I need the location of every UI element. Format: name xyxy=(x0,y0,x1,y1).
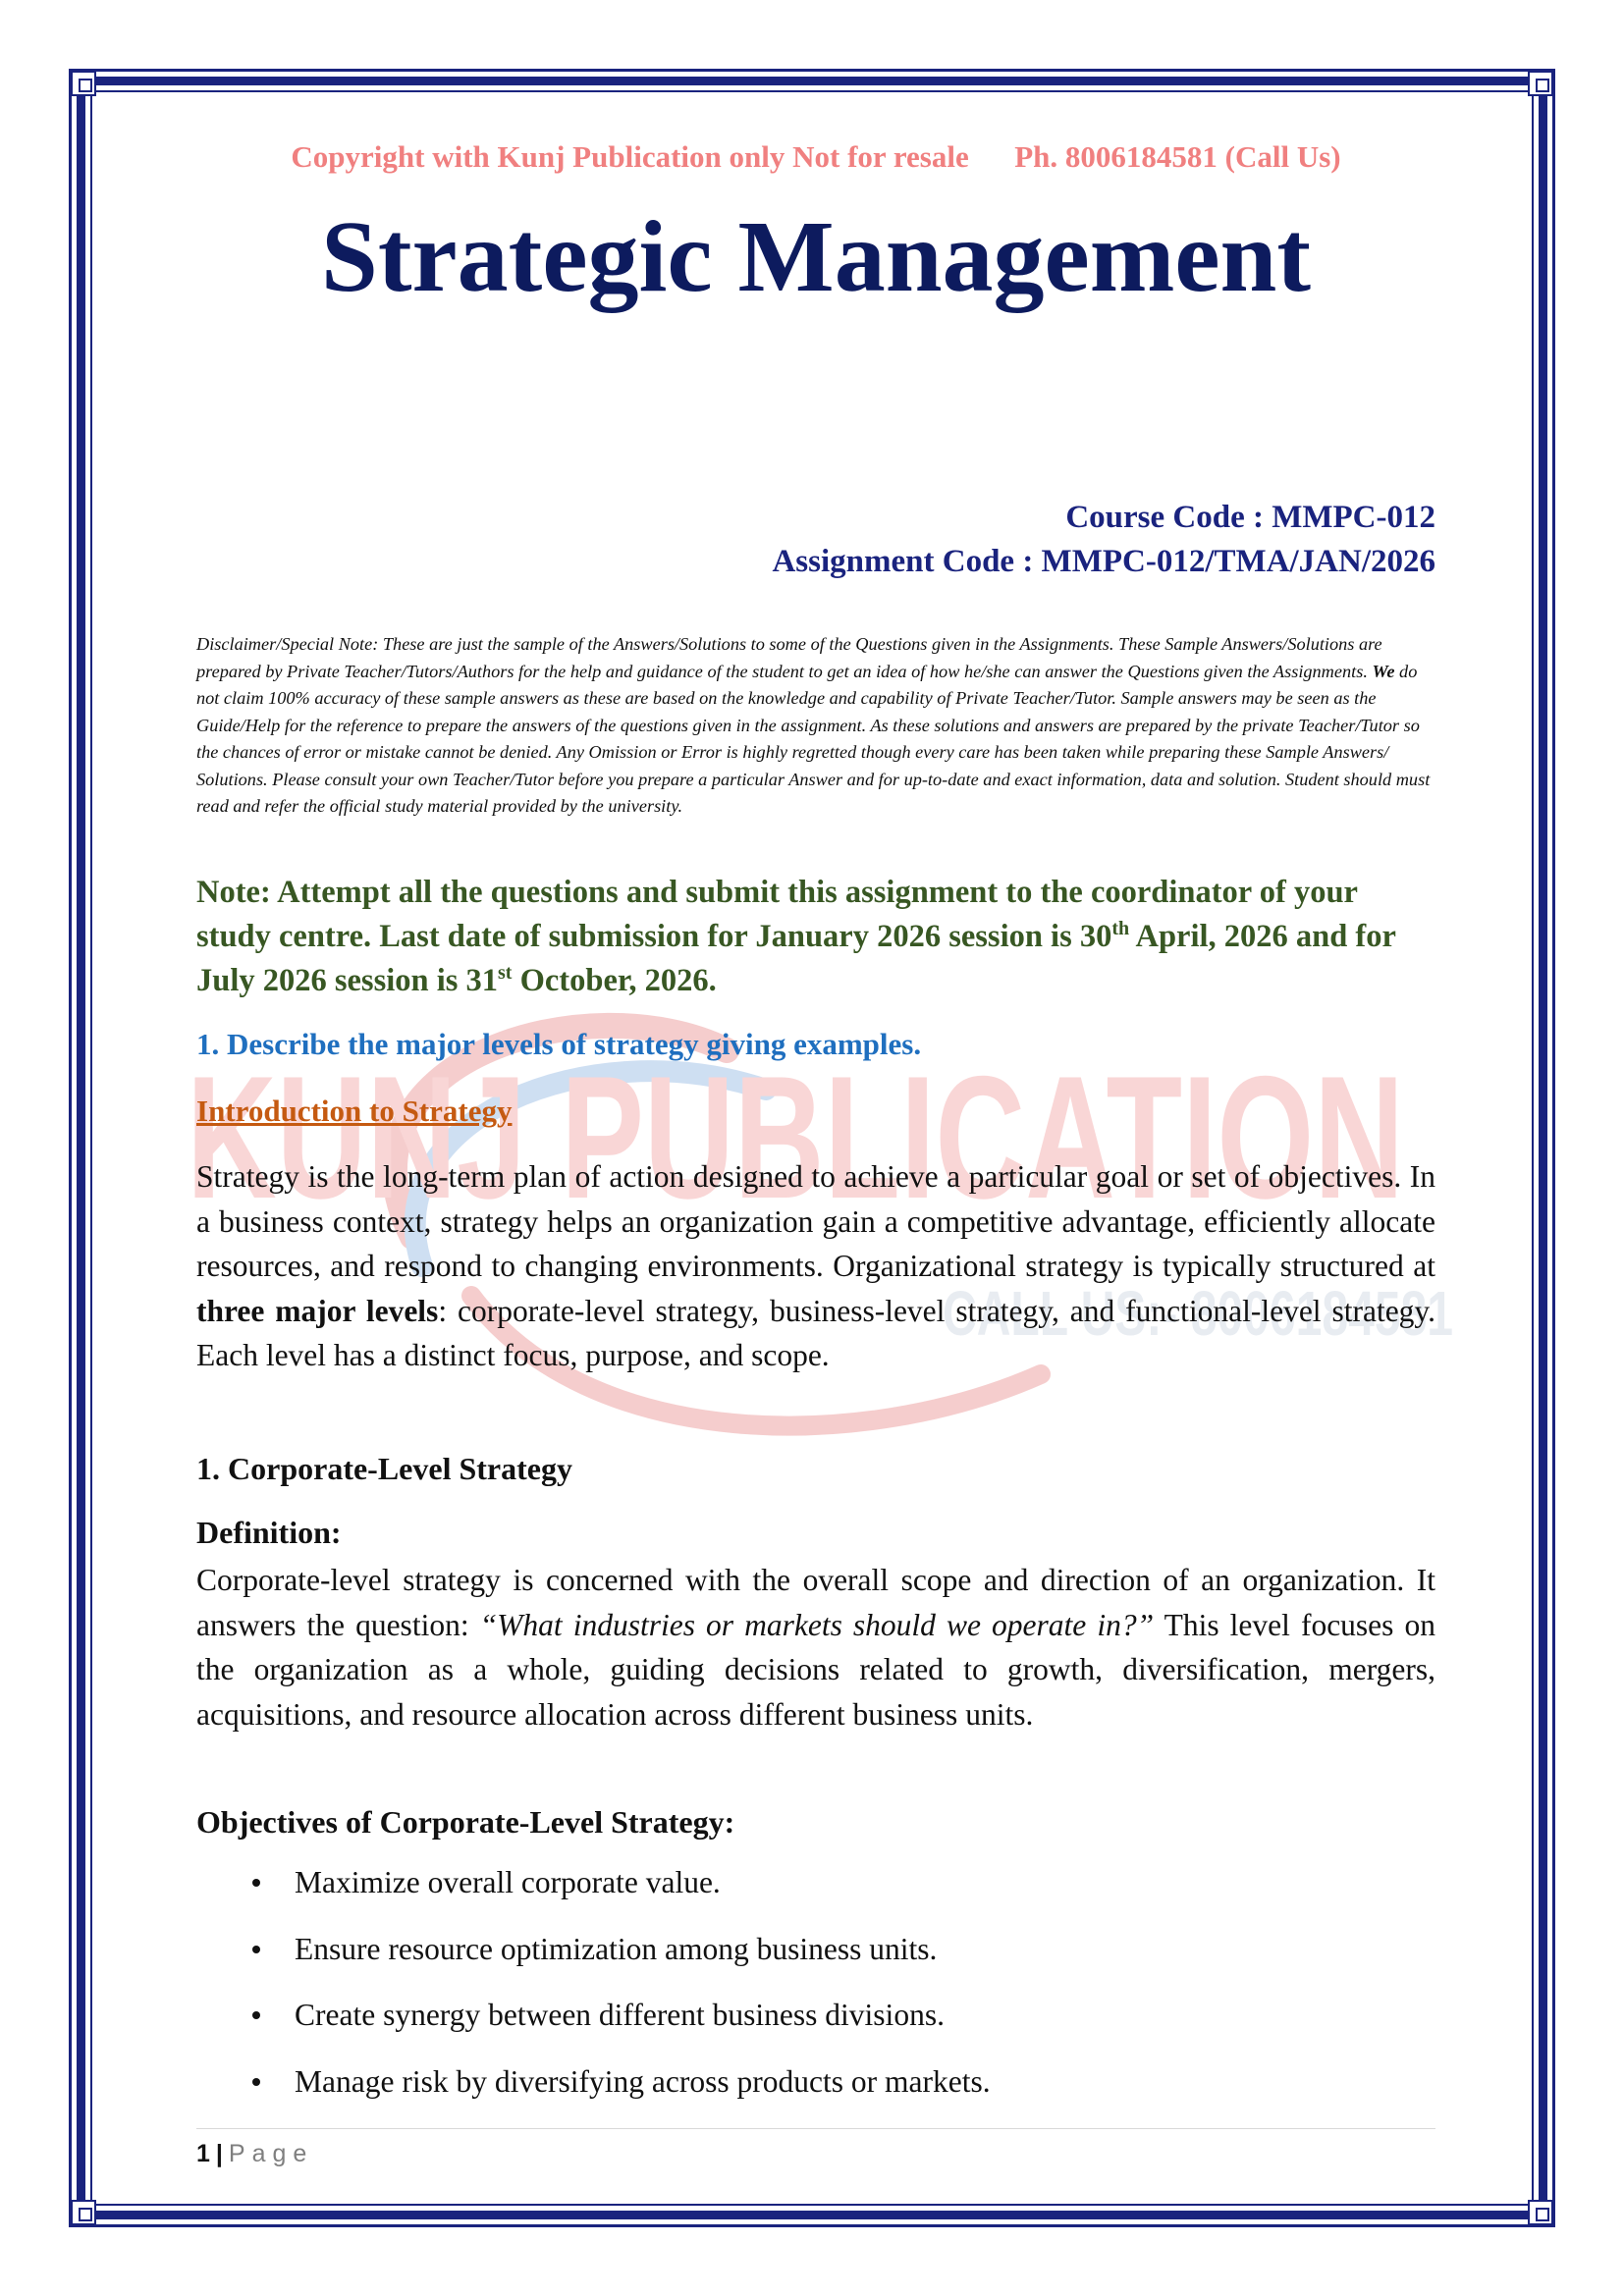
page-label: Page xyxy=(228,2140,314,2167)
intro-bold: three major levels xyxy=(196,1293,439,1328)
page-footer xyxy=(196,2140,313,2168)
note-part3: October, 2026. xyxy=(512,963,717,998)
definition-paragraph xyxy=(196,1558,1435,1736)
list-item xyxy=(196,1993,1435,2059)
definition-part2: This level focuses on the organization as a whole, guiding decisions related to growth, diversification, mergers, acquisitions, and resource allocation across different business units. xyxy=(196,1607,1435,1732)
section-heading-corporate: 1. Corporate-Level Strategy xyxy=(196,1451,572,1486)
corner-ornament-bottom-left xyxy=(71,2200,96,2225)
watermark-call: CALL US:- 8006184581 xyxy=(943,1278,1453,1349)
intro-heading: Introduction to Strategy xyxy=(196,1094,513,1128)
footer-separator: | xyxy=(215,2140,223,2167)
note-part2: April, 2026 and for July 2026 session is 31 xyxy=(196,919,1396,998)
submission-note xyxy=(196,871,1435,1003)
intro-part1: Strategy is the long-term plan of action designed to achieve a particular goal or set of objectives. In a business context, strategy helps an organization gain a competitive advantage, efficiently allocate resources, and respond to changing environments. Organizational strategy is typically structured at xyxy=(196,1159,1435,1283)
list-item-text: Ensure resource optimization among business units. xyxy=(295,1931,938,1966)
course-code: Course Code : MMPC-012 xyxy=(1065,500,1435,535)
list-item-text: Manage risk by diversifying across products or markets. xyxy=(295,2063,991,2099)
note-sup2: st xyxy=(498,962,513,985)
bullet-icon xyxy=(252,2011,260,2019)
assignment-code: Assignment Code : MMPC-012/TMA/JAN/2026 xyxy=(772,544,1435,579)
page-number: 1 xyxy=(196,2140,210,2167)
bullet-icon xyxy=(252,1879,260,1887)
intro-paragraph xyxy=(196,1154,1435,1378)
disclaimer-we: We xyxy=(1372,661,1395,681)
corner-ornament-top-left xyxy=(71,71,96,96)
footer-divider xyxy=(196,2128,1435,2129)
list-item-text: Maximize overall corporate value. xyxy=(295,1865,721,1899)
question-heading: 1. Describe the major levels of strategy giving examples. xyxy=(196,1027,922,1061)
corner-ornament-top-right xyxy=(1528,71,1553,96)
watermark-brand: KUNJ PUBLICATION xyxy=(187,1040,1404,1235)
list-item xyxy=(196,1860,1435,1927)
note-sup1: th xyxy=(1111,918,1130,940)
list-item-text: Create synergy between different business divisions. xyxy=(295,1998,945,2032)
copyright-header xyxy=(196,139,1435,175)
note-part1: Note: Attempt all the questions and submit this assignment to the coordinator of your study centre. Last date of submission for January 2026 session is 30 xyxy=(196,875,1358,954)
disclaimer xyxy=(196,631,1435,821)
disclaimer-part1: Disclaimer/Special Note: These are just the sample of the Answers/Solutions to some of the Questions given in the Assignments. These Sample Answers/Solutions are prepared by Private Teacher/Tutors/Authors for the help and guidance of the student to get an idea of how he/she can answer the Questions given the Assignments. xyxy=(196,634,1382,681)
bullet-icon xyxy=(252,2078,260,2086)
list-item xyxy=(196,1927,1435,1994)
definition-heading: Definition: xyxy=(196,1515,342,1550)
disclaimer-part2: do not claim 100% accuracy of these sample answers as these are based on the knowledge and capability of Private Teacher/Tutor. Sample answers may be seen as the Guide/Help for the reference to prepare the answers of the questions given in the assignment. As these solutions and answers are prepared by the private Teacher/Tutor so the chances of error or mistake cannot be denied. Any Omission or Error is highly regretted though every care has been taken while preparing these Sample Answers/ Solutions. Please consult your own Teacher/Tutor before you prepare a particular Answer and for up-to-date and exact information, data and solution. Student should must read and refer the official study material provided by the university. xyxy=(196,661,1431,816)
corner-ornament-bottom-right xyxy=(1528,2200,1553,2225)
page-title: Strategic Management xyxy=(321,200,1311,313)
bullet-icon xyxy=(252,1946,260,1953)
objectives-heading: Objectives of Corporate-Level Strategy: xyxy=(196,1804,735,1840)
code-block xyxy=(196,496,1435,584)
definition-part1: Corporate-level strategy is concerned with the overall scope and direction of an organization. It answers the question: xyxy=(196,1563,1435,1642)
objectives-list xyxy=(196,1860,1435,2125)
intro-part2: : corporate-level strategy, business-level strategy, and functional-level strategy. Each level has a distinct focus, purpose, and scope. xyxy=(196,1293,1436,1372)
list-item xyxy=(196,2059,1435,2126)
phone-text: Ph. 8006184581 (Call Us) xyxy=(1014,139,1341,174)
definition-question: “What industries or markets should we operate in?” xyxy=(479,1607,1155,1642)
copyright-text: Copyright with Kunj Publication only Not for resale xyxy=(291,139,969,174)
